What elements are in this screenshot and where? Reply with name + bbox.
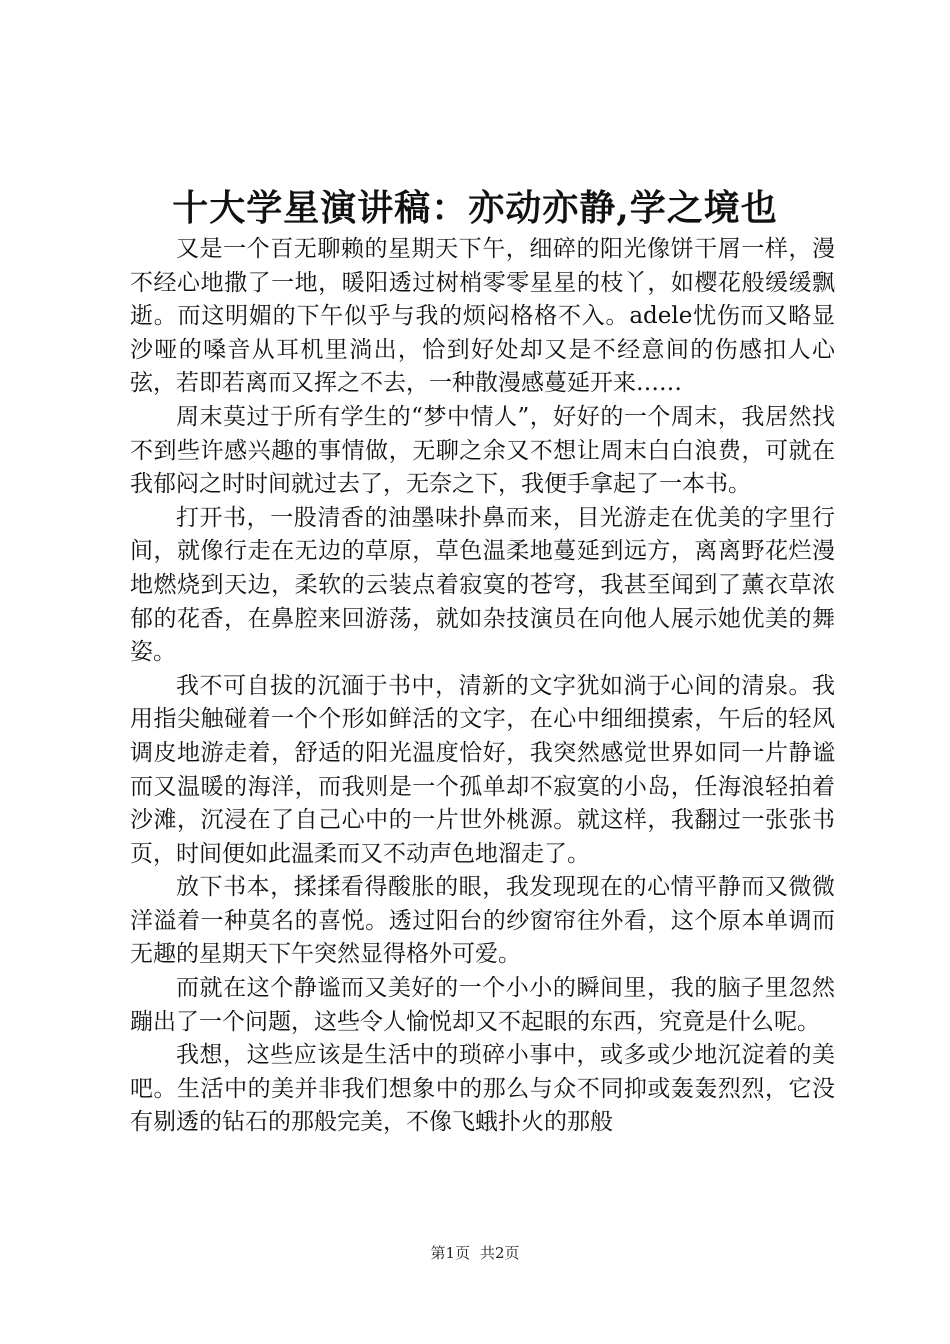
page-title: 十大学星演讲稿：亦动亦静,学之境也 bbox=[172, 187, 778, 229]
paragraph: 周末莫过于所有学生的“梦中情人”，好好的一个周末，我居然找不到些许感兴趣的事情做，无聊之余又不想让周末白白浪费，可就在我郁闷之时时间就过去了，无奈之下，我便手拿起了一本书。 bbox=[130, 403, 835, 498]
page-footer bbox=[0, 1243, 950, 1263]
page-total: 共2页 bbox=[480, 1244, 520, 1262]
paragraph: 又是一个百无聊赖的星期天下午，细碎的阳光像饼干屑一样，漫不经心地撒了一地，暖阳透过树梢零零星星的枝丫，如樱花般缓缓飘逝。而这明媚的下午似乎与我的烦闷格格不入。adele忧伤而又略显沙哑的嗓音从耳机里淌出，恰到好处却又是不经意间的伤感扣人心弦，若即若离而又挥之不去，一种散漫感蔓延开来…… bbox=[130, 236, 835, 397]
paragraph: 我想，这些应该是生活中的琐碎小事中，或多或少地沉淀着的美吧。生活中的美并非我们想象中的那么与众不同抑或轰轰烈烈，它没有剔透的钻石的那般完美，不像飞蛾扑火的那般 bbox=[130, 1042, 835, 1136]
page-number: 第1页 bbox=[430, 1244, 470, 1262]
paragraph: 而就在这个静谧而又美好的一个小小的瞬间里，我的脑子里忽然蹦出了一个问题，这些令人愉悦却又不起眼的东西，究竟是什么呢。 bbox=[130, 975, 835, 1035]
document-body bbox=[130, 233, 835, 1140]
paragraph: 打开书，一股清香的油墨味扑鼻而来，目光游走在优美的字里行间，就像行走在无边的草原，草色温柔地蔓延到远方，离离野花烂漫地燃烧到天边，柔软的云装点着寂寞的苍穹，我甚至闻到了薰衣草浓郁的花香，在鼻腔来回游荡，就如杂技演员在向他人展示她优美的舞姿。 bbox=[130, 504, 835, 666]
paragraph: 我不可自拔的沉湎于书中，清新的文字犹如淌于心间的清泉。我用指尖触碰着一个个形如鲜活的文字，在心中细细摸索，午后的轻风调皮地游走着，舒适的阳光温度恰好，我突然感觉世界如同一片静谧而又温暖的海洋，而我则是一个孤单却不寂寞的小岛，任海浪轻拍着沙滩，沉浸在了自己心中的一片世外桃源。就这样，我翻过一张张书页，时间便如此温柔而又不动声色地溜走了。 bbox=[130, 672, 835, 867]
paragraph: 放下书本，揉揉看得酸胀的眼，我发现现在的心情平静而又微微洋溢着一种莫名的喜悦。透过阳台的纱窗帘往外看，这个原本单调而无趣的星期天下午突然显得格外可爱。 bbox=[130, 874, 835, 968]
